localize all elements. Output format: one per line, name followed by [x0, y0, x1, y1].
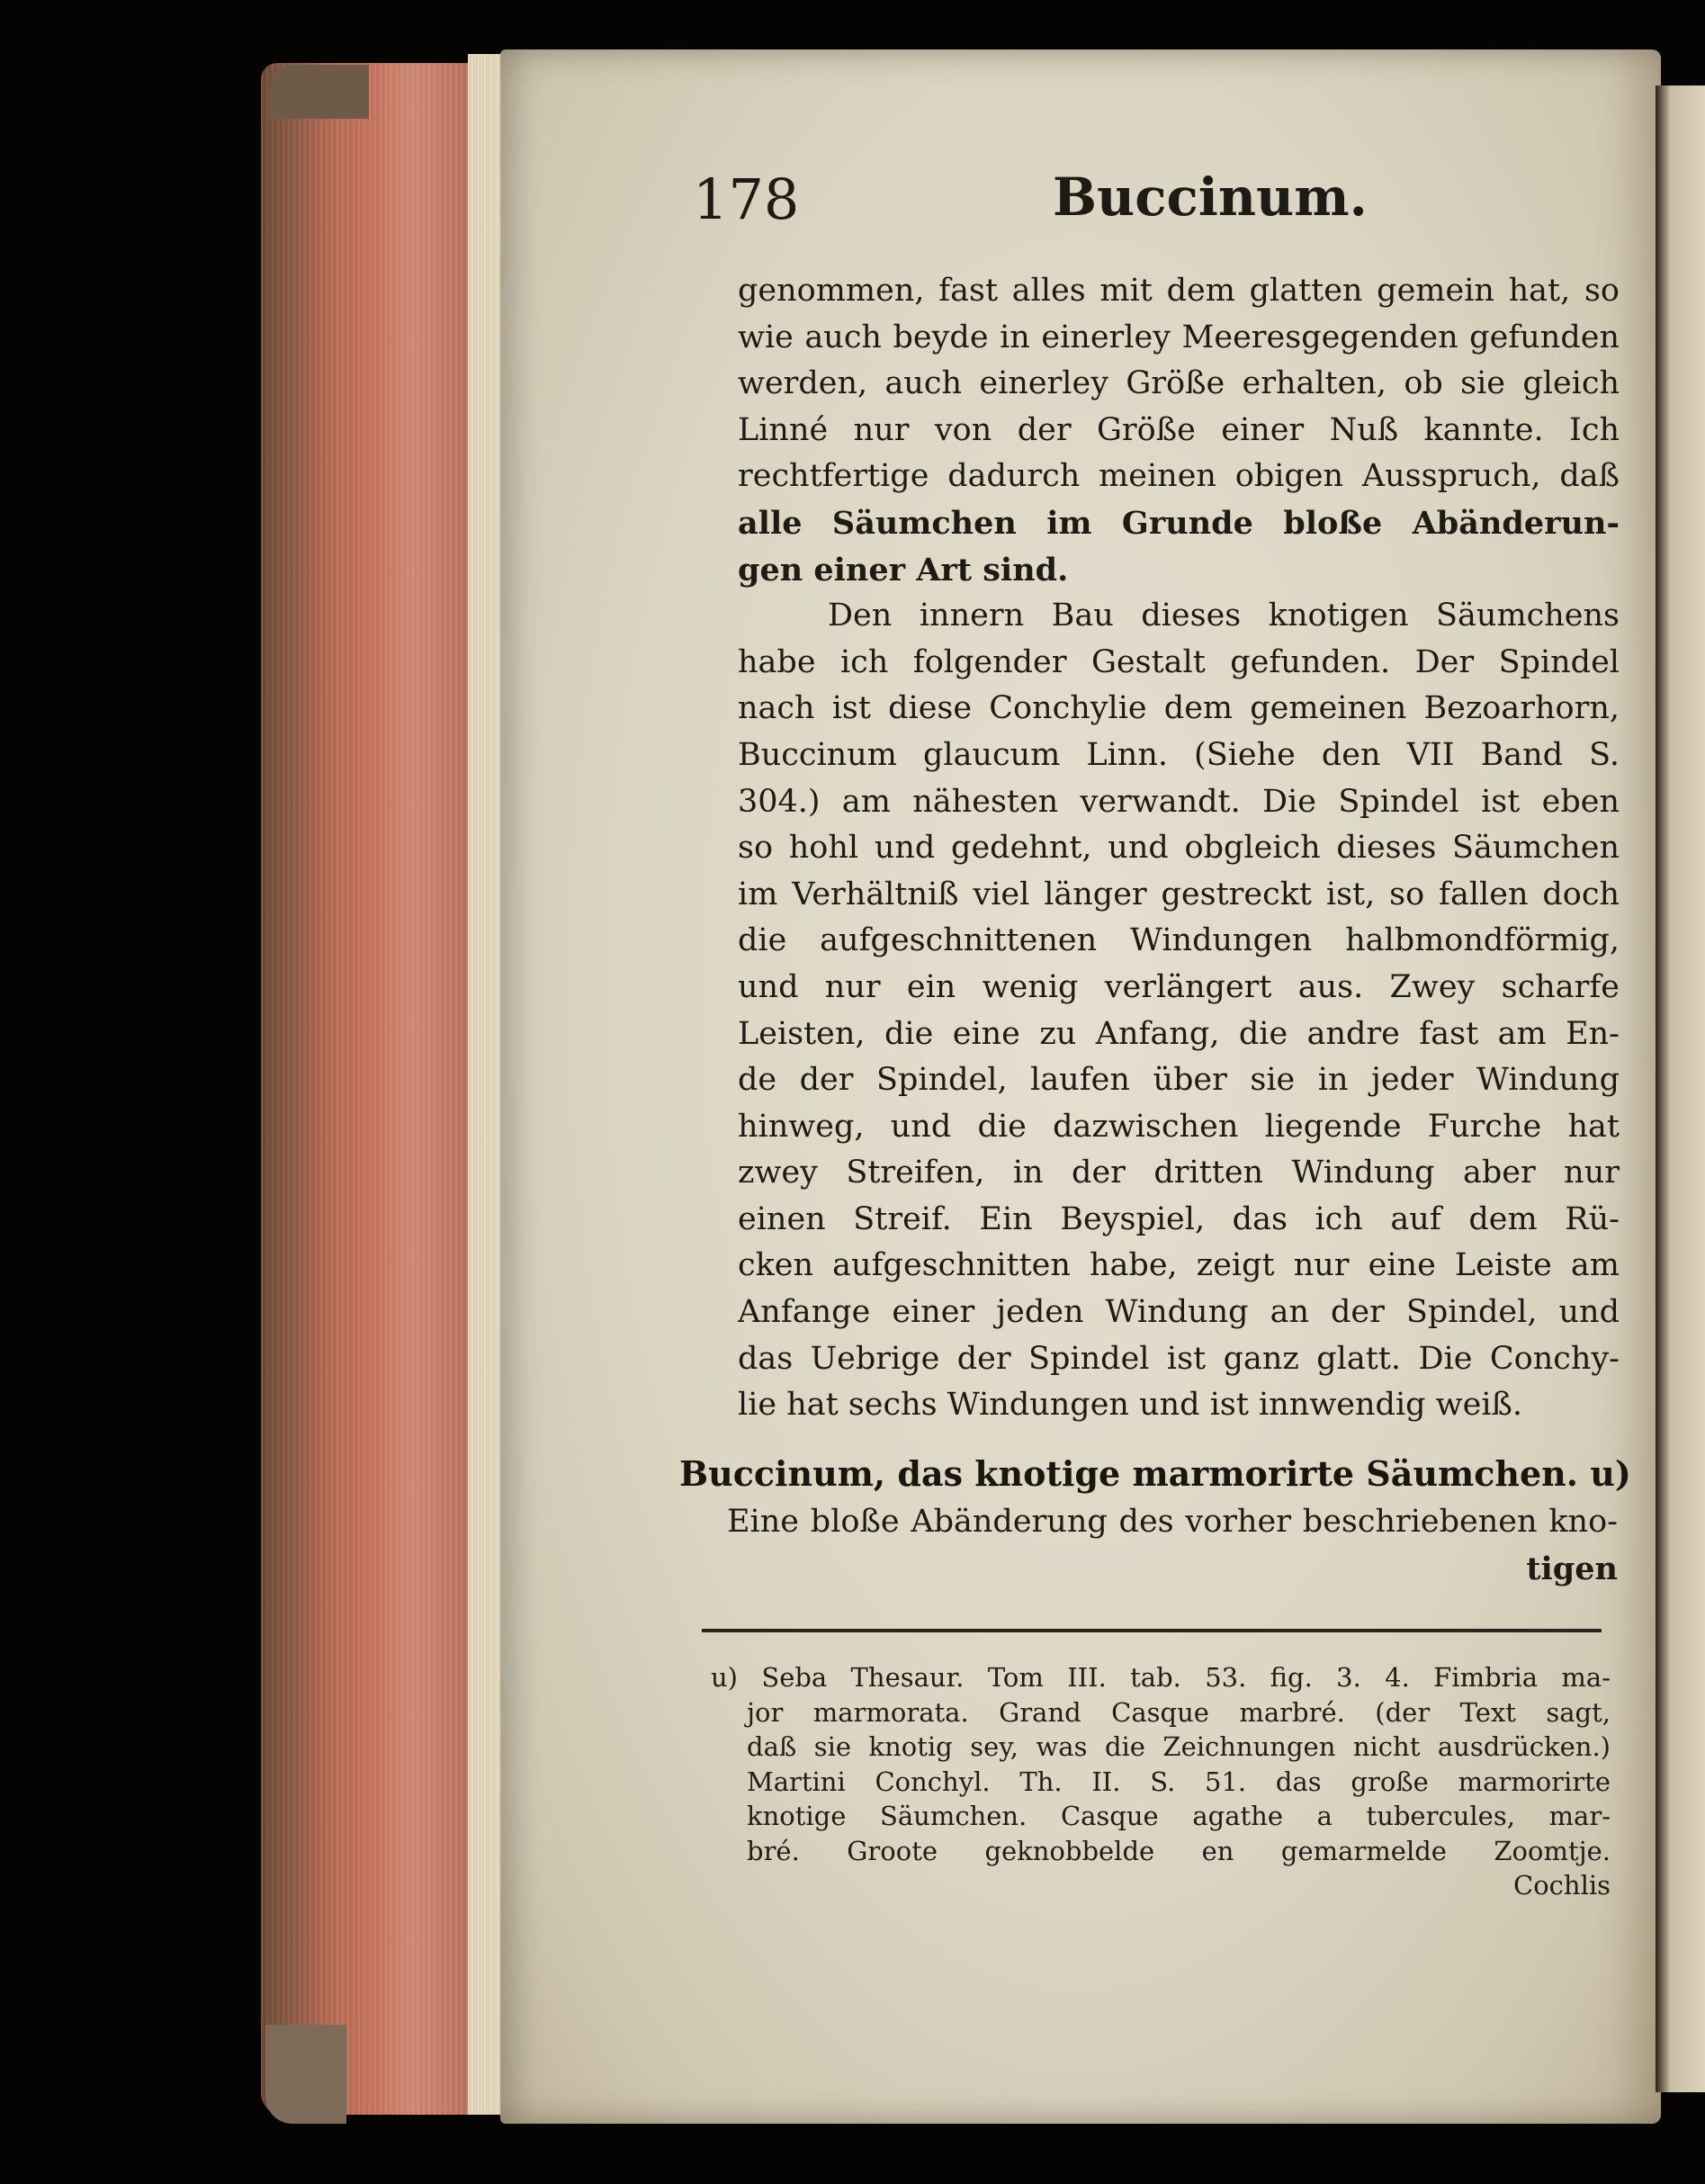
section-text: [727, 1499, 1618, 1592]
text-line: 304.) am nähesten verwandt. Die Spindel ist eben: [738, 783, 1620, 820]
facing-page-edge: [1656, 85, 1705, 2092]
footnote-rule: [702, 1629, 1602, 1632]
text-line: einen Streif. Ein Beyspiel, das ich auf dem Rü-: [738, 1200, 1620, 1237]
text-line: das Uebrige der Spindel ist ganz glatt. Die Conchy-: [738, 1340, 1620, 1377]
text-line: Den innern Bau dieses knotigen Säumchens: [828, 598, 1620, 634]
footnote-line: knotige Säumchen. Casque agathe a tubercules, mar-: [747, 1801, 1611, 1831]
cover-corner: [265, 2025, 346, 2124]
text-line: nach ist diese Conchylie dem gemeinen Bezoarhorn,: [738, 690, 1620, 727]
text-line: wie auch beyde in einerley Meeresgegenden gefunden: [738, 319, 1620, 355]
footnote-line: u) Seba Thesaur. Tom III. tab. 53. fig. 3. 4. Fimbria ma-: [711, 1662, 1611, 1693]
text-line: zwey Streifen, in der dritten Windung aber nur: [738, 1155, 1620, 1191]
text-line: cken aufgeschnitten habe, zeigt nur eine Leiste am: [738, 1247, 1620, 1284]
footnote-line: daß sie knotig sey, was die Zeichnungen nicht ausdrücken.): [747, 1731, 1611, 1762]
text-line: de der Spindel, laufen über sie in jeder Windung: [738, 1062, 1620, 1099]
body-text: [738, 268, 1620, 1429]
text-line: rechtfertige dadurch meinen obigen Ausspruch, daß: [738, 458, 1620, 495]
text-line: Eine bloße Abänderung des vorher beschriebenen kno-: [727, 1504, 1618, 1540]
catchword: tigen: [1526, 1550, 1618, 1587]
section-heading: Buccinum, das knotige marmorirte Säumchen. u): [679, 1453, 1631, 1494]
text-line: werden, auch einerley Größe erhalten, ob sie gleich: [738, 365, 1620, 402]
text-line: Linné nur von der Größe einer Nuß kannte. Ich: [738, 411, 1620, 448]
footnotes: [711, 1660, 1611, 1903]
text-line: Buccinum glaucum Linn. (Siehe den VII Band S.: [738, 736, 1620, 773]
text-line: Leisten, die eine zu Anfang, die andre fast am En-: [738, 1015, 1620, 1052]
text-line: hinweg, und die dazwischen liegende Furche hat: [738, 1108, 1620, 1145]
text-line: genommen, fast alles mit dem glatten gemein hat, so: [738, 273, 1620, 309]
cover-corner: [270, 65, 369, 119]
text-line: alle Säumchen im Grunde bloße Abänderun-: [738, 504, 1620, 542]
page-number: 178: [693, 166, 800, 232]
text-line: und nur ein wenig verlängert aus. Zwey scharfe: [738, 968, 1620, 1005]
footnote-line: jor marmorata. Grand Casque marbré. (der Text sagt,: [747, 1696, 1611, 1728]
text-line: Anfange einer jeden Windung an der Spindel, und: [738, 1294, 1620, 1331]
footnote-line: Martini Conchyl. Th. II. S. 51. das große marmorirte: [747, 1766, 1611, 1797]
text-line: so hohl und gedehnt, und obgleich dieses Säumchen: [738, 830, 1620, 867]
text-line: habe ich folgender Gestalt gefunden. Der Spindel: [738, 643, 1620, 680]
text-line: lie hat sechs Windungen und ist innwendig weiß.: [738, 1387, 1523, 1424]
page-header: [693, 166, 1638, 232]
text-line: die aufgeschnittenen Windungen halbmondförmig,: [738, 922, 1620, 959]
footnote-line: bré. Groote geknobbelde en gemarmelde Zoomtje.: [747, 1835, 1611, 1866]
text-line: gen einer Art sind.: [738, 551, 1069, 589]
running-head: Buccinum.: [1053, 166, 1368, 228]
footnote-catchword: Cochlis: [1513, 1870, 1611, 1901]
text-line: im Verhältniß viel länger gestreckt ist, so fallen doch: [738, 876, 1620, 912]
